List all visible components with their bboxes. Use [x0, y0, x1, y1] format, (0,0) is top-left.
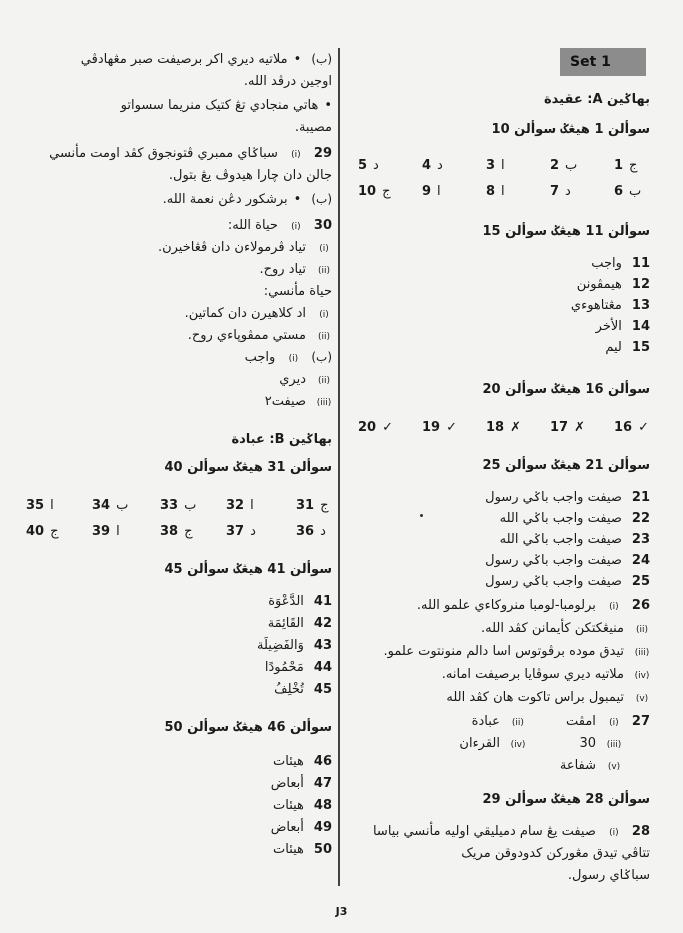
answer-30-c-i: (ب)(i)واجب: [244, 350, 332, 365]
answer-28-line-2: تتاڤي تيدق مڠوركن كدودوقن مريک: [461, 846, 650, 861]
answer-10: 10 ج: [358, 184, 391, 199]
answer-26-v: (v)تيمبول براس تاكوت هان كڤد الله: [446, 690, 649, 705]
answer-29-line-2: جالن دان چارا هيدوڤ يڠ بتول.: [168, 168, 332, 183]
answer-12: 12هيمڤونن: [576, 277, 650, 292]
answer-row-16-20: [346, 420, 649, 438]
answer-50: 50هيئات: [273, 842, 332, 857]
answer-36: 36 د: [296, 524, 326, 539]
answer-27-i-ii: 27(i)امڤت(ii)عبادة: [471, 714, 650, 729]
answer-42: 42القَائِمَة: [267, 616, 332, 631]
answer-35: 35 ا: [26, 498, 54, 513]
answer-26-iii: (iii)تيدق موده برڤوتوس اسا دالم منونتوت علمو.: [383, 644, 650, 659]
answer-30-title-2: حياة مأنسي:: [263, 284, 332, 299]
answer-28-b-second-cont: مصيبة.: [294, 120, 332, 135]
answer-37: 37 د: [226, 524, 256, 539]
answer-9: 9 ا: [422, 184, 441, 199]
answer-27-v: (v)شفاعة: [559, 758, 621, 773]
answer-29-line-1: 29(i)سباݢاي ممبري ڤتونجوق كڤد اومت مأنسي: [49, 146, 332, 161]
column-divider: [338, 48, 340, 886]
answer-2: 2 ب: [550, 158, 578, 173]
answer-29-b: (ب)• برشكور دڠن نعمة الله.: [151, 192, 332, 207]
answer-30-b-i: (i)اد كلاهيرن دان كماتين.: [184, 306, 329, 321]
answer-20: 20 ✓: [358, 420, 393, 435]
answer-44: 44مَحْمُودًا: [264, 660, 332, 675]
q31-40-heading: سوألن 31 هيڠݢ سوألن 40: [164, 460, 332, 475]
answer-28-line-3: سباݢاي رسول.: [567, 868, 650, 883]
answer-31: 31 ج: [296, 498, 329, 513]
answer-30-c-iii: (iii)صيفت٢: [264, 394, 332, 409]
answer-48: 48هيئات: [273, 798, 332, 813]
answer-30-b-ii: (ii)مستي ممڤوڽاءي روح.: [187, 328, 331, 343]
answer-15: 15ليم: [605, 340, 650, 355]
answer-row-6-10: [346, 184, 646, 202]
answer-49: 49أبعاض: [270, 820, 332, 835]
answer-row-36-40: [14, 524, 332, 542]
answer-26-ii: (ii)منيڠكتكن كأيمانن كڤد الله.: [481, 621, 649, 636]
set-badge: Set 1: [560, 48, 646, 76]
answer-30-title: 30(i)حياة الله:: [227, 218, 332, 233]
answer-26-i: 26(i)برلومبا-لومبا منروكاءي علمو الله.: [416, 598, 650, 613]
answer-1: 1 ج: [614, 158, 638, 173]
answer-5: 5 د: [358, 158, 379, 173]
section-a-heading: بهاݢين A: عقيدة: [543, 92, 650, 107]
answer-11: 11واجب: [591, 256, 650, 271]
ink-dot: [420, 514, 423, 517]
answer-row-31-35: [14, 498, 332, 516]
answer-19: 19 ✓: [422, 420, 457, 435]
right-column: [346, 48, 650, 888]
answer-13: 13مڠتاهوءي: [570, 298, 650, 313]
q16-20-heading: سوألن 16 هيڠݢ سوألن 20: [482, 382, 650, 397]
answer-46: 46هيئات: [273, 754, 332, 769]
answer-30-a-ii: (ii)تياد روح.: [259, 262, 331, 277]
answer-row-1-5: [346, 158, 646, 176]
section-b-heading: بهاݢين B: عبادة: [231, 432, 332, 447]
answer-47: 47أبعاض: [270, 776, 332, 791]
answer-3: 3 ا: [486, 158, 505, 173]
answer-6: 6 ب: [614, 184, 642, 199]
answer-38: 38 ج: [160, 524, 193, 539]
q11-15-heading: سوألن 11 هيڠݢ سوألن 15: [482, 224, 650, 239]
q21-25-heading: سوألن 21 هيڠݢ سوألن 25: [482, 458, 650, 473]
answer-4: 4 د: [422, 158, 443, 173]
answer-14: 14الأخر: [595, 319, 650, 334]
q28-29-heading: سوألن 28 هيڠݢ سوألن 29: [482, 792, 650, 807]
answer-45: 45تُخْلِفُ: [274, 682, 332, 697]
answer-24: 24صيفت واجب باݢي رسول: [485, 553, 650, 568]
answer-30-c-ii: (ii)ديري: [279, 372, 331, 387]
answer-25: 25صيفت واجب باݢي رسول: [485, 574, 650, 589]
answer-28-b-second: • هاتي منجادي تڠ كتيک منريما سسواتو: [87, 98, 332, 113]
left-column: [14, 48, 332, 888]
answer-16: 16 ✓: [614, 420, 649, 435]
answer-26-iv: (iv)ملاتيه ديري سوڤايا برصيفت امانه.: [441, 667, 650, 682]
answer-21: 21صيفت واجب باݢي رسول: [485, 490, 650, 505]
answer-43: 43وَالفَضِيلَة: [257, 638, 332, 653]
answer-27-iii-iv: (iii)30(iv)القرءان: [459, 736, 622, 751]
q41-45-heading: سوألن 41 هيڠݢ سوألن 45: [164, 562, 332, 577]
answer-7: 7 د: [550, 184, 571, 199]
answer-8: 8 ا: [486, 184, 505, 199]
answer-28-b-cont: اوجين درڤد الله.: [243, 74, 332, 89]
answer-33: 33 ب: [160, 498, 197, 513]
q46-50-heading: سوألن 46 هيڠݢ سوألن 50: [164, 720, 332, 735]
answer-30-a-i: (i)تياد ڤرمولاءن دان ڤڠاخيرن.: [157, 240, 329, 255]
answer-23: 23صيفت واجب باݢي الله: [499, 532, 650, 547]
answer-41: 41الدَّعْوَة: [268, 594, 332, 609]
q1-10-heading: سوألن 1 هيڠݢ سوألن 10: [491, 122, 650, 137]
page-number: J3: [335, 905, 348, 918]
answer-18: 18 ✗: [486, 420, 521, 435]
answer-28-line-1: 28(i)صيفت يڠ سام دميليقي اوليه مأنسي بياسا: [372, 824, 650, 839]
answer-28-b: (ب)• ملاتيه ديري اكر برصيفت صبر مڠهادڤي: [81, 52, 332, 67]
answer-22: 22صيفت واجب باݢي الله: [499, 511, 650, 526]
answer-34: 34 ب: [92, 498, 129, 513]
answer-39: 39 ا: [92, 524, 120, 539]
answer-32: 32 ا: [226, 498, 254, 513]
answer-17: 17 ✗: [550, 420, 585, 435]
answer-40: 40 ج: [26, 524, 59, 539]
